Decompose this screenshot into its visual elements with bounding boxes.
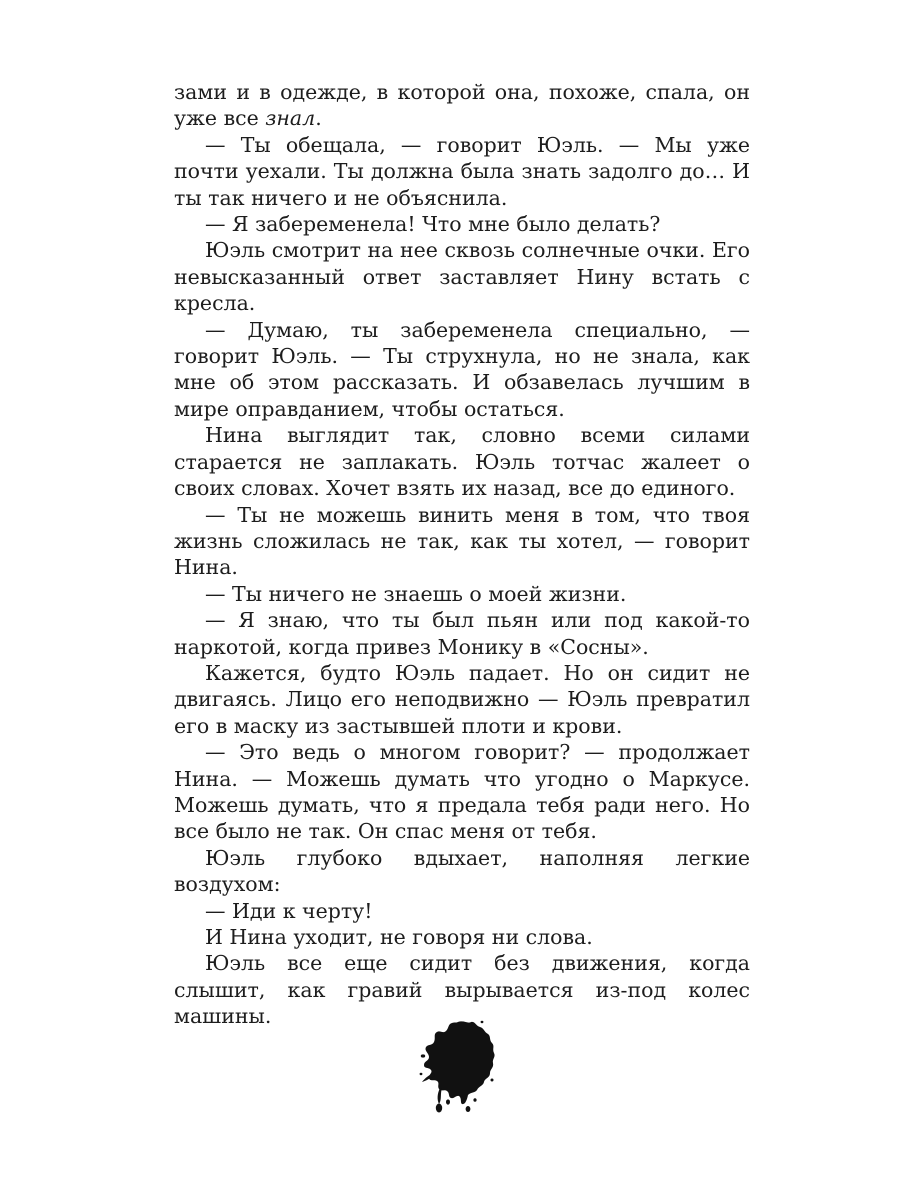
paragraph-1 bbox=[174, 79, 750, 132]
paragraph-1-end: . bbox=[315, 106, 322, 131]
paragraph-6: Нина выглядит так, словно всеми силами старается не заплакать. Юэль тотчас жалеет о своих словах. Хочет взять их назад, все до единого. bbox=[174, 423, 750, 501]
paragraph-4: Юэль смотрит на нее сквозь солнечные очки. Его невысказанный ответ заставляет Нину встать с кресла. bbox=[174, 238, 750, 316]
body-text bbox=[174, 79, 750, 1030]
paragraph-11: — Это ведь о многом говорит? — продолжает Нина. — Можешь думать что угодно о Маркусе. Можешь думать, что я предала тебя ради него. Но все было не так. Он спас меня от тебя. bbox=[174, 740, 750, 844]
paragraph-3: — Я забеременела! Что мне было делать? bbox=[205, 212, 661, 237]
ink-splatter-icon bbox=[418, 1018, 496, 1114]
paragraph-2: — Ты обещала, — говорит Юэль. — Мы уже почти уехали. Ты должна была знать задолго до… И ты так ничего и не объяснила. bbox=[174, 132, 750, 210]
paragraph-13: — Иди к черту! bbox=[205, 898, 373, 923]
paragraph-8: — Ты ничего не знаешь о моей жизни. bbox=[205, 581, 627, 606]
paragraph-7: — Ты не можешь винить меня в том, что твоя жизнь сложилась не так, как ты хотел, — говорит Нина. bbox=[174, 502, 750, 580]
paragraph-15: Юэль все еще сидит без движения, когда слышит, как гравий вырывается из-под колес машины. bbox=[174, 951, 750, 1029]
paragraph-14: И Нина уходит, не говоря ни слова. bbox=[205, 925, 593, 949]
paragraph-1-italic-word: знал bbox=[265, 106, 316, 131]
paragraph-10: Кажется, будто Юэль падает. Но он сидит не двигаясь. Лицо его неподвижно — Юэль превратил его в маску из застывшей плоти и крови. bbox=[174, 660, 750, 738]
ink-splatter-shape bbox=[420, 1021, 495, 1113]
paragraph-1-text: зами и в одежде, в которой она, похоже, спала, он уже все bbox=[174, 80, 750, 131]
paragraph-12: Юэль глубоко вдыхает, наполняя легкие воздухом: bbox=[174, 845, 750, 897]
paragraph-9: — Я знаю, что ты был пьян или под какой-то наркотой, когда привез Монику в «Сосны». bbox=[174, 608, 750, 659]
paragraph-5: — Думаю, ты забеременела специально, — говорит Юэль. — Ты струхнула, но не знала, как мне об этом рассказать. И обзавелась лучшим в мире оправданием, чтобы остаться. bbox=[174, 317, 750, 421]
